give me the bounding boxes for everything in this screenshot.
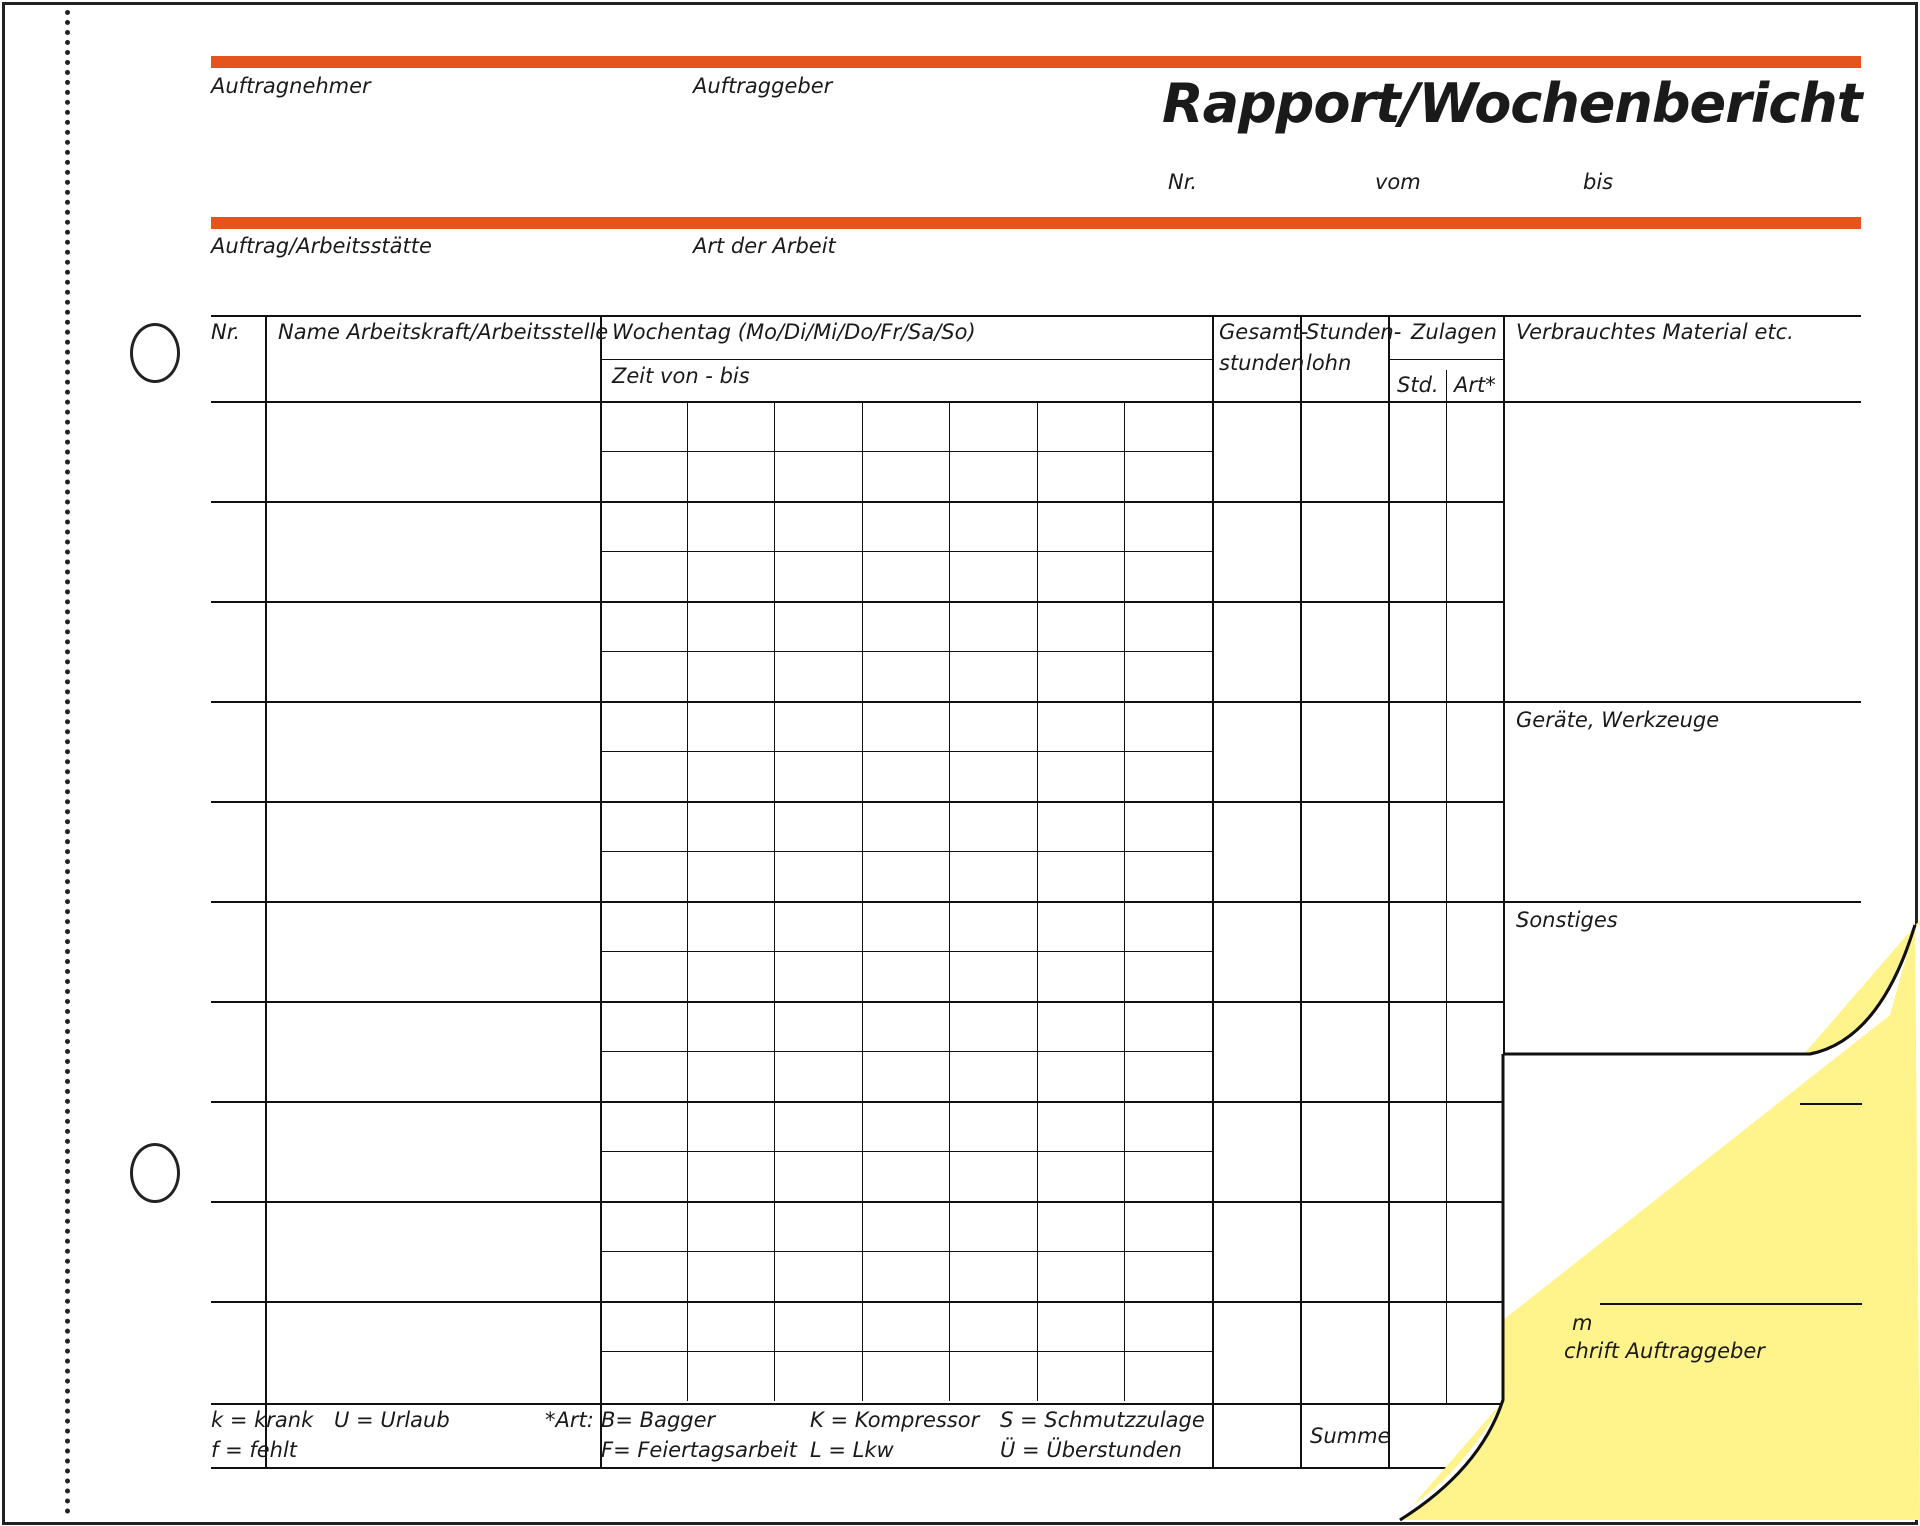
col-header-total-1: Gesamt- xyxy=(1219,320,1309,344)
legend-holiday-work: F= Feiertagsarbeit xyxy=(601,1438,797,1462)
legend-vacation: U = Urlaub xyxy=(334,1408,450,1432)
from-date-label: vom xyxy=(1375,170,1421,194)
form-title: Rapport/Wochenbericht xyxy=(1162,72,1862,135)
col-header-bonus-type: Art* xyxy=(1454,373,1496,397)
number-label: Nr. xyxy=(1168,170,1198,194)
legend-dirt-bonus: S = Schmutzzulage xyxy=(1000,1408,1205,1432)
col-header-material: Verbrauchtes Material etc. xyxy=(1516,320,1794,344)
col-header-weekday: Wochentag (Mo/Di/Mi/Do/Fr/Sa/So) xyxy=(612,320,976,344)
col-header-wage-2: lohn xyxy=(1306,351,1352,375)
col-header-bonus-hours: Std. xyxy=(1397,373,1439,397)
legend-overtime: Ü = Überstunden xyxy=(1000,1438,1182,1462)
col-header-time: Zeit von - bis xyxy=(612,364,750,388)
client-label: Auftraggeber xyxy=(693,74,833,98)
misc-label: Sonstiges xyxy=(1516,908,1618,932)
work-type-label: Art der Arbeit xyxy=(693,234,836,258)
legend-sick: k = krank xyxy=(211,1408,314,1432)
col-header-name: Name Arbeitskraft/Arbeitsstelle xyxy=(278,320,609,344)
copy-date-fragment: m xyxy=(1572,1311,1593,1335)
legend-truck: L = Lkw xyxy=(810,1438,894,1462)
col-header-nr: Nr. xyxy=(211,320,241,344)
legend-type-label: *Art: xyxy=(545,1408,594,1432)
legend-missing: f = fehlt xyxy=(211,1438,298,1462)
tools-label: Geräte, Werkzeuge xyxy=(1516,708,1720,732)
curl-fold-edge-redraw xyxy=(1503,925,1915,1054)
legend-excavator: B= Bagger xyxy=(601,1408,716,1432)
contractor-label: Auftragnehmer xyxy=(211,74,371,98)
site-label: Auftrag/Arbeitsstätte xyxy=(211,234,432,258)
col-header-wage-1: Stunden- xyxy=(1306,320,1402,344)
sum-label: Summe xyxy=(1310,1424,1391,1448)
col-header-bonus: Zulagen xyxy=(1411,320,1497,344)
legend-compressor: K = Kompressor xyxy=(810,1408,980,1432)
col-header-total-2: stunden xyxy=(1219,351,1305,375)
to-date-label: bis xyxy=(1583,170,1614,194)
copy-signature-fragment: chrift Auftraggeber xyxy=(1564,1339,1765,1363)
